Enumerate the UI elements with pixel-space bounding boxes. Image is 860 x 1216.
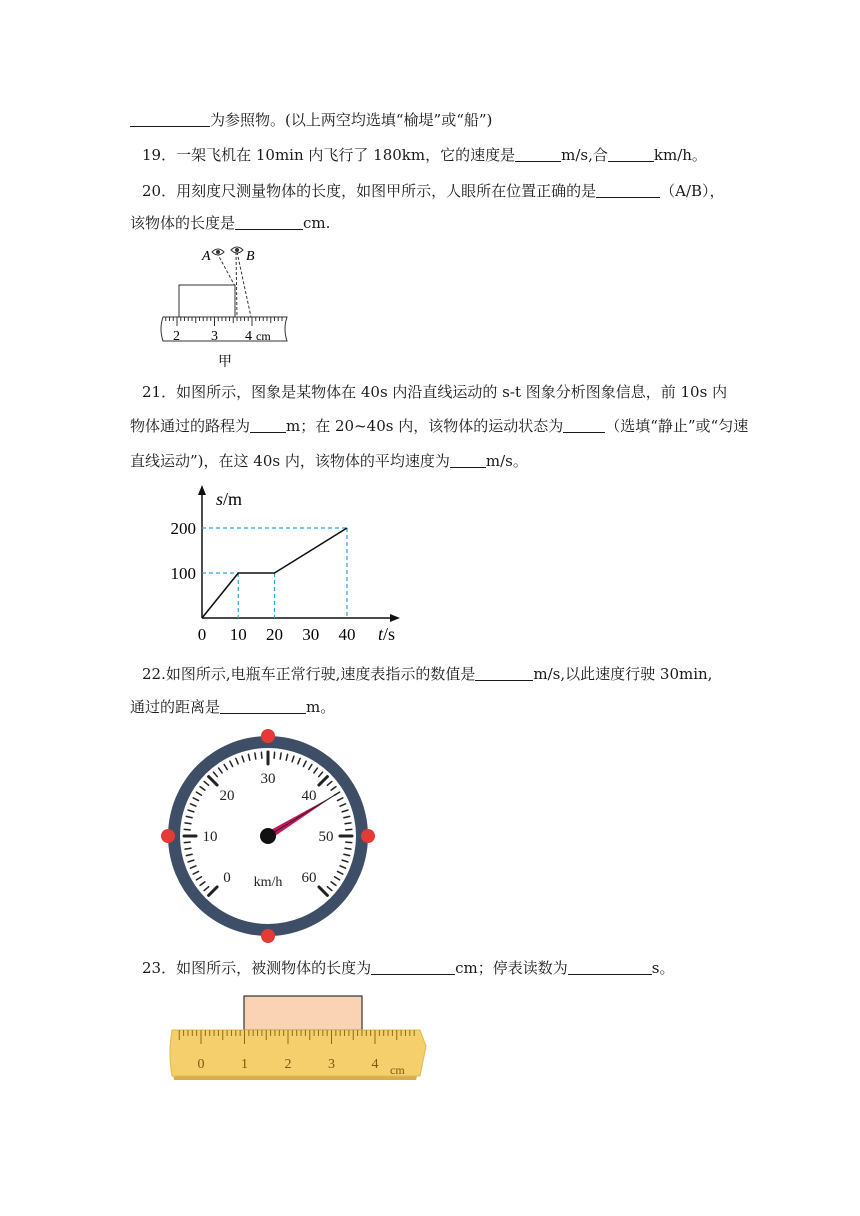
- gauge-label: 0: [223, 870, 231, 887]
- gauge-label: 50: [318, 829, 334, 845]
- q21-line2-a: 物体通过的路程为: [130, 417, 251, 435]
- ruler-label: 4: [371, 1057, 379, 1072]
- x-axis-label: t/s: [378, 624, 396, 644]
- eye-b-icon: [231, 247, 243, 253]
- q22-line2-b: m。: [306, 698, 336, 716]
- q19-blank-1[interactable]: [515, 147, 561, 162]
- gauge-unit: km/h: [253, 875, 283, 890]
- q23-ruler-figure: [168, 994, 430, 1084]
- q23-text-a: 如图所示，被测物体的长度为: [176, 959, 372, 977]
- st-chart: [160, 485, 410, 655]
- q21-blank-1[interactable]: [250, 418, 286, 433]
- gauge-marker: [261, 729, 275, 743]
- gauge-tick: [255, 753, 256, 759]
- q20-blank-2[interactable]: [235, 215, 303, 230]
- q23-text-c: s。: [651, 959, 675, 977]
- x-tick-label: 10: [229, 625, 247, 644]
- gauge-tick: [345, 823, 351, 824]
- q19-number: 19．: [142, 146, 177, 164]
- measured-block: [244, 996, 362, 1030]
- q21-line2-b: m；在 20~40s 内，该物体的运动状态为: [286, 417, 564, 435]
- q21-blank-3[interactable]: [450, 453, 486, 468]
- x-tick-label: 0: [197, 625, 207, 644]
- x-tick-label: 20: [266, 625, 283, 644]
- x-tick-label: 30: [302, 625, 320, 644]
- speedometer: [162, 730, 374, 942]
- ruler-label: 1: [241, 1057, 248, 1072]
- q22-blank-2[interactable]: [220, 699, 306, 714]
- gauge-marker: [261, 929, 275, 943]
- q22-line1-a: 如图所示,电瓶车正常行驶,速度表指示的数值是: [165, 665, 476, 683]
- q21-line-3: [130, 451, 528, 471]
- q21-line-1: [130, 382, 727, 402]
- ruler-unit: cm: [256, 329, 271, 343]
- q21-blank-2[interactable]: [563, 418, 605, 433]
- q23-blank-1[interactable]: [371, 960, 455, 975]
- gauge-marker: [161, 829, 175, 843]
- y-axis-label: s/m: [216, 489, 243, 509]
- q18-tail-text: 为参照物。(以上两空均选填“榆堤”或“船”): [210, 111, 493, 129]
- q20-line-1: [130, 181, 725, 201]
- q22-blank-1[interactable]: [475, 666, 533, 681]
- gauge-tick: [185, 848, 191, 849]
- gauge-tick: [280, 753, 281, 759]
- ruler-unit: cm: [390, 1063, 405, 1077]
- q19-line: [130, 145, 707, 165]
- y-tick-label: 100: [170, 564, 196, 583]
- q20-blank-1[interactable]: [596, 183, 660, 198]
- q21-line-2: [130, 416, 748, 436]
- q20-number: 20．: [142, 182, 177, 200]
- gauge-label: 60: [301, 870, 317, 887]
- q20-line-2: [130, 213, 330, 233]
- q19-text-a: 一架飞机在 10min 内飞行了 180km，它的速度是: [176, 146, 516, 164]
- y-axis-arrow-icon: [198, 485, 206, 495]
- q21-line1: 如图所示，图象是某物体在 40s 内沿直线运动的 s-t 图象分析图象信息，前 10s 内: [176, 383, 728, 401]
- gauge-tick: [345, 848, 351, 849]
- gauge-label: 20: [219, 787, 235, 804]
- y-tick-label: 200: [170, 519, 196, 538]
- q19-text-c: km/h。: [653, 146, 707, 164]
- gauge-label: 10: [202, 829, 218, 845]
- q21-line2-c: （选填“静止”或“匀速: [605, 417, 749, 435]
- q21-number: 21．: [142, 383, 177, 401]
- q20-ruler-figure: [155, 240, 295, 372]
- q23-blank-2[interactable]: [568, 960, 652, 975]
- ruler-tick-label-4: 4: [245, 329, 252, 344]
- gauge-label: 30: [260, 771, 276, 787]
- x-axis-arrow-icon: [390, 614, 400, 622]
- gauge-marker: [361, 829, 375, 843]
- ruler-label: 2: [284, 1057, 292, 1072]
- figure-caption: 甲: [218, 355, 232, 370]
- q23-text-b: cm；停表读数为: [455, 959, 568, 977]
- q22-number: 22.: [142, 665, 166, 683]
- eye-a-label: A: [202, 249, 211, 264]
- ruler-tick-label-2: 2: [173, 329, 180, 344]
- ruler-body: [170, 1030, 426, 1076]
- q22-line2-a: 通过的距离是: [130, 698, 221, 716]
- q19-text-b: m/s,合: [561, 146, 608, 164]
- q23-line: [130, 958, 674, 978]
- x-tick-label: 40: [338, 625, 356, 644]
- gauge-label: 40: [301, 787, 317, 804]
- q20-line1-b: （A/B），: [660, 182, 725, 200]
- q20-line2-a: 该物体的长度是: [130, 214, 236, 232]
- ruler-label: 3: [328, 1057, 335, 1072]
- q21-line3-b: m/s。: [485, 452, 528, 470]
- q21-line3-a: 直线运动”)，在这 40s 内，该物体的平均速度为: [130, 452, 450, 470]
- ruler-label: 0: [197, 1057, 205, 1072]
- eye-b-label: B: [246, 249, 255, 264]
- q23-number: 23．: [142, 959, 177, 977]
- eye-a-icon: [212, 249, 224, 255]
- q22-line-2: [130, 697, 335, 717]
- ruler-tick-label-3: 3: [211, 329, 218, 344]
- q22-line1-b: m/s,以此速度行驶 30min,: [533, 665, 713, 683]
- measured-object: [179, 285, 235, 317]
- q18-answer-blank[interactable]: [130, 112, 210, 127]
- q19-blank-2[interactable]: [608, 147, 654, 162]
- q20-line2-b: cm.: [303, 214, 331, 232]
- gauge-hub: [260, 828, 276, 844]
- q22-line-1: [130, 664, 712, 684]
- gauge-tick: [185, 823, 191, 824]
- q20-line1-a: 用刻度尺测量物体的长度，如图甲所示，人眼所在位置正确的是: [176, 182, 597, 200]
- q18-tail-line: [130, 110, 492, 130]
